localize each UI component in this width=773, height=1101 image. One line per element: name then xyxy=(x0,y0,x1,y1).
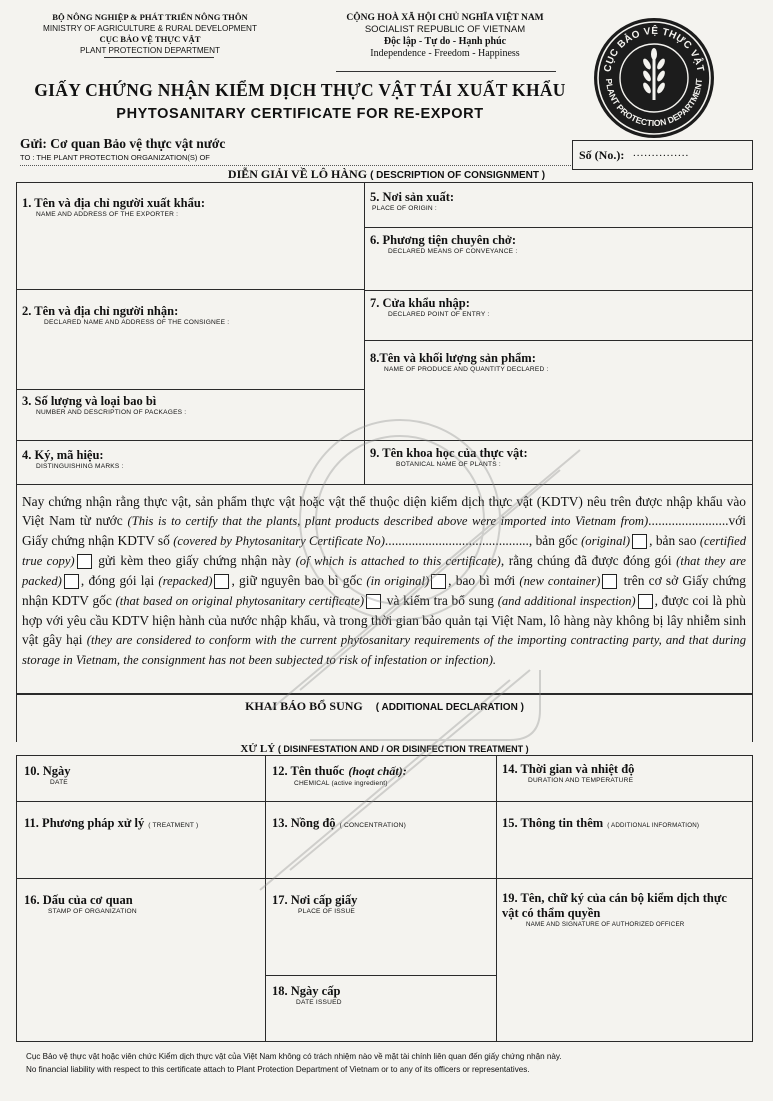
ministry-header xyxy=(0,12,300,56)
line-d xyxy=(364,227,753,228)
original-checkbox[interactable] xyxy=(632,534,647,549)
title-en: PHYTOSANITARY CERTIFICATE FOR RE-EXPORT xyxy=(116,106,484,122)
field-7-en: DECLARED POINT OF ENTRY : xyxy=(388,311,490,318)
field-4-en: DISTINGUISHING MARKS : xyxy=(36,463,124,470)
to-dotted-line xyxy=(20,165,571,166)
line-b xyxy=(16,389,364,390)
new-container-checkbox[interactable] xyxy=(602,574,617,589)
additional-heading xyxy=(16,699,753,714)
field-14: 14. Thời gian và nhiệt độ DURATION AND TEMPERATURE xyxy=(502,762,635,784)
field-18: 18. Ngày cấp DATE ISSUED xyxy=(272,984,342,1006)
plant-protection-seal-icon xyxy=(592,16,716,140)
republic-header xyxy=(300,12,590,60)
line-l xyxy=(16,801,753,802)
department-vi: CỤC BẢO VỆ THỰC VẬT xyxy=(99,34,201,44)
number-box xyxy=(572,140,753,170)
treatment-vi: XỬ LÝ xyxy=(240,743,276,755)
field-17: 17. Nơi cấp giấy PLACE OF ISSUE xyxy=(272,893,358,915)
field-4-vi: 4. Ký, mã hiệu: xyxy=(22,448,104,462)
line-e xyxy=(364,290,753,291)
line-a xyxy=(16,289,364,290)
certified-copy-checkbox[interactable] xyxy=(77,554,92,569)
field-11: 11. Phương pháp xử lý ( TREATMENT ) xyxy=(24,816,199,830)
field-12: 12. Tên thuốc (hoạt chất): CHEMICAL (active ingredient) xyxy=(272,764,407,787)
footer-vi: Cục Bảo vệ thực vật hoặc viên chức Kiểm dịch thực vật của Việt Nam không có trách nhiệm nào về mặt tài chính liên quan đến giấy chứng nhận này. xyxy=(26,1052,562,1061)
field-15: 15. Thông tin thêm ( ADDITIONAL INFORMATION) xyxy=(502,816,700,830)
field-10: 10. Ngày DATE xyxy=(24,764,71,786)
field-8 xyxy=(370,351,549,373)
line-f xyxy=(364,340,753,341)
based-on-original-checkbox[interactable] xyxy=(366,594,381,609)
department-en: PLANT PROTECTION DEPARTMENT xyxy=(79,46,221,55)
line-g xyxy=(16,694,753,695)
certification-text: Nay chứng nhận rằng thực vật, sản phẩm thực vật hoặc vật thể thuộc diện kiểm dịch thực vật (KDTV) nêu trên được nhập khẩu vào Việt Nam từ nước (This is to certify that the plants, plant products described above were imported into Vietnam from)........................với Giấy chứng nhận KDTV số (covered by Phytosanitary Certificate No)..........................................., bản gốc (original) , bản sao (certified true copy) gửi kèm theo giấy chứng nhận này (of which is attached to this certificate), rằng chúng đã được đóng gói (that they are packed) , đóng gói lại (repacked) , giữ nguyên bao bì gốc (in original) , bao bì mới (new container) trên cơ sở Giấy chứng nhận KDTV gốc (that based on original phytosanitary certificate) và kiểm tra bổ sung (and additional inspection) , được coi là phù hợp với yêu cầu KDTV hiện hành của nước nhập khẩu, và trong thời gian bảo quản tại Việt Nam, lô hàng này không bị lây nhiễm sinh vật gây hại (they are considered to conform with the current phytosanitary requirements of the importing contracting party, and that during storage in Vietnam, the consignment has not been subjected to risk of infestation or infection). xyxy=(22,494,747,667)
field-19: 19. Tên, chữ ký của cán bộ kiểm dịch thực vật có thẩm quyền NAME AND SIGNATURE OF AUTHORIZED OFFICER xyxy=(502,891,727,928)
consignment-heading xyxy=(20,167,753,182)
additional-vi: KHAI BÁO BỔ SUNG xyxy=(245,699,363,713)
line-h xyxy=(16,694,17,742)
consignment-en: ( DESCRIPTION OF CONSIGNMENT ) xyxy=(370,170,546,181)
ministry-en: MINISTRY OF AGRICULTURE & RURAL DEVELOPMENT xyxy=(43,24,257,33)
field-13: 13. Nồng độ ( CONCENTRATION) xyxy=(272,816,407,830)
field-7 xyxy=(370,296,489,318)
treatment-heading xyxy=(16,743,753,755)
field-9-vi: 9. Tên khoa học của thực vật: xyxy=(370,446,528,460)
footer xyxy=(26,1050,746,1076)
number-dots: ............... xyxy=(633,147,690,159)
field-2 xyxy=(22,304,229,326)
field-4 xyxy=(22,448,124,470)
field-6-en: DECLARED MEANS OF CONVEYANCE : xyxy=(388,248,518,255)
field-3 xyxy=(22,394,186,416)
svg-text:PLANT PROTECTION DEPARTMENT: PLANT PROTECTION DEPARTMENT xyxy=(603,78,705,129)
field-2-en: DECLARED NAME AND ADDRESS OF THE CONSIGNEE : xyxy=(44,319,230,326)
to-en: TO : THE PLANT PROTECTION ORGANIZATION(S) OF xyxy=(20,153,210,162)
field-1-en: NAME AND ADDRESS OF THE EXPORTER : xyxy=(36,211,179,218)
number-label: Số (No.): xyxy=(579,148,625,162)
motto-en: Independence - Freedom - Happiness xyxy=(370,48,520,59)
motto-vi: Độc lập - Tự do - Hạnh phúc xyxy=(383,36,507,47)
field-3-vi: 3. Số lượng và loại bao bì xyxy=(22,394,157,408)
field-8-vi: 8.Tên và khối lượng sản phẩm: xyxy=(370,351,536,365)
field-6-vi: 6. Phương tiện chuyên chở: xyxy=(370,233,517,247)
line-k xyxy=(496,755,497,1042)
field-1-vi: 1. Tên và địa chỉ người xuất khẩu: xyxy=(22,196,205,210)
field-9-en: BOTANICAL NAME OF PLANTS : xyxy=(396,461,501,468)
repacked-checkbox[interactable] xyxy=(214,574,229,589)
title-vi: GIẤY CHỨNG NHẬN KIỂM DỊCH THỰC VẬT TÁI XUẤT KHẨU xyxy=(34,80,566,100)
line-m xyxy=(16,878,753,879)
in-original-checkbox[interactable] xyxy=(431,574,446,589)
line-n xyxy=(265,975,496,976)
header-right-underline xyxy=(336,71,556,72)
line-c xyxy=(16,440,753,441)
field-3-en: NUMBER AND DESCRIPTION OF PACKAGES : xyxy=(36,409,187,416)
field-2-vi: 2. Tên và địa chỉ người nhận: xyxy=(22,304,179,318)
line-i xyxy=(752,694,753,742)
republic-en: SOCIALIST REPUBLIC OF VIETNAM xyxy=(364,24,526,35)
packed-checkbox[interactable] xyxy=(64,574,79,589)
field-5 xyxy=(370,190,454,212)
field-5-vi: 5. Nơi sản xuất: xyxy=(370,190,455,204)
field-16: 16. Dấu của cơ quan STAMP OF ORGANIZATION xyxy=(24,893,137,915)
header-left-underline xyxy=(104,57,214,58)
to-vi: Gửi: Cơ quan Bảo vệ thực vật nước xyxy=(20,136,226,151)
field-7-vi: 7. Cửa khẩu nhập: xyxy=(370,296,470,310)
treatment-en: ( DISINFESTATION AND / OR DISINFECTION TREATMENT ) xyxy=(277,744,529,754)
field-6 xyxy=(370,233,517,255)
field-8-en: NAME OF PRODUCE AND QUANTITY DECLARED : xyxy=(384,366,549,373)
svg-text:CỤC BẢO VỆ THỰC VẬT: CỤC BẢO VỆ THỰC VẬT xyxy=(602,25,706,74)
line-j xyxy=(265,755,266,1042)
field-1 xyxy=(22,196,205,218)
ministry-vi: BỘ NÔNG NGHIỆP & PHÁT TRIỂN NÔNG THÔN xyxy=(52,12,248,22)
field-9 xyxy=(370,446,528,468)
republic-vi: CỘNG HOÀ XÃ HỘI CHỦ NGHĨA VIỆT NAM xyxy=(346,13,544,23)
footer-en: No financial liability with respect to this certificate attach to Plant Protection Department of Vietnam or to any of its officers or representatives. xyxy=(26,1065,530,1074)
consignment-vi: DIỄN GIẢI VỀ LÔ HÀNG xyxy=(227,167,368,181)
field-5-en: PLACE OF ORIGIN : xyxy=(372,205,437,212)
additional-inspection-checkbox[interactable] xyxy=(638,594,653,609)
additional-en: ( ADDITIONAL DECLARATION ) xyxy=(375,702,524,713)
